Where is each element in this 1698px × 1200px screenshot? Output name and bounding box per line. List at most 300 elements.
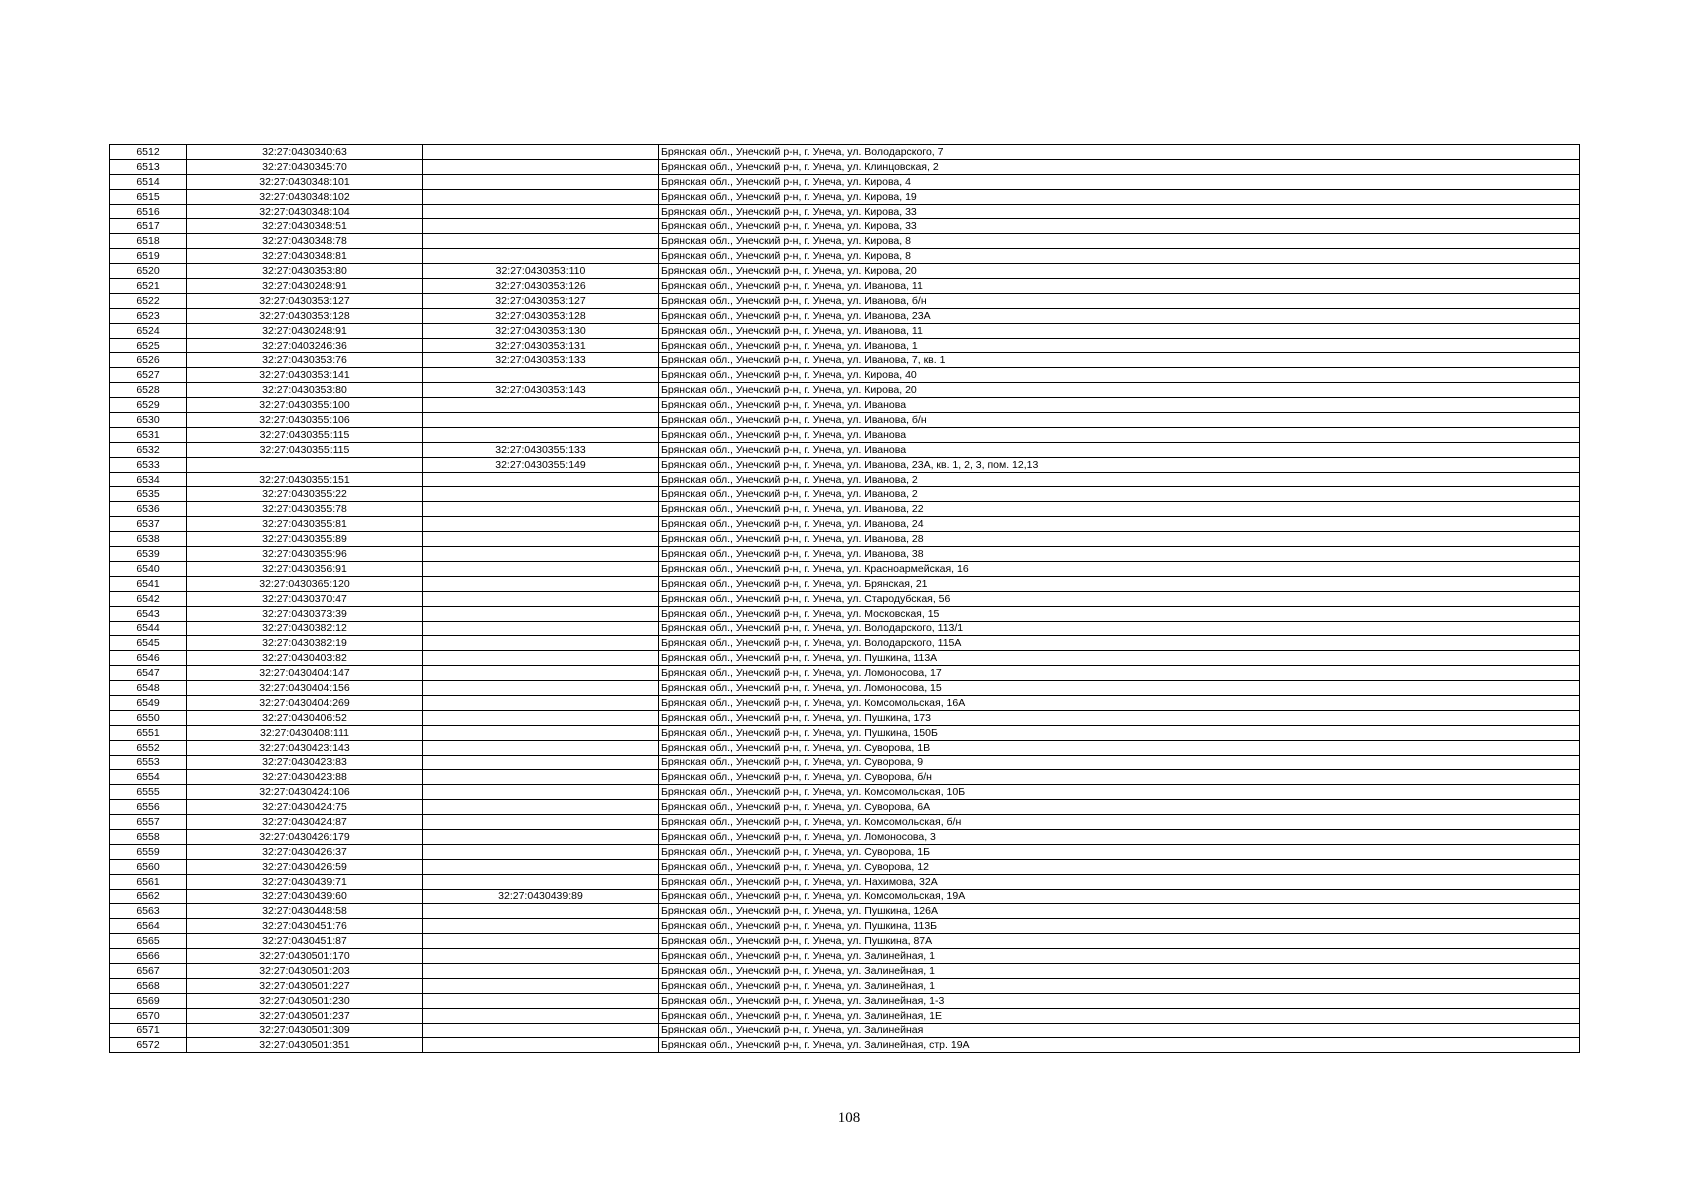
related-cadastral-number-cell: 32:27:0430353:130 bbox=[423, 323, 659, 338]
related-cadastral-number-cell bbox=[423, 963, 659, 978]
table-row bbox=[110, 532, 1580, 547]
cadastral-number-cell: 32:27:0430448:58 bbox=[187, 904, 423, 919]
table-row bbox=[110, 874, 1580, 889]
table-row bbox=[110, 829, 1580, 844]
cadastral-number-cell: 32:27:0430424:106 bbox=[187, 785, 423, 800]
table-row bbox=[110, 517, 1580, 532]
related-cadastral-number-cell bbox=[423, 949, 659, 964]
row-number-cell: 6570 bbox=[110, 1008, 187, 1023]
row-number-cell: 6559 bbox=[110, 844, 187, 859]
related-cadastral-number-cell bbox=[423, 681, 659, 696]
row-number-cell: 6531 bbox=[110, 427, 187, 442]
table-row bbox=[110, 963, 1580, 978]
row-number-cell: 6540 bbox=[110, 561, 187, 576]
related-cadastral-number-cell: 32:27:0430355:149 bbox=[423, 457, 659, 472]
related-cadastral-number-cell bbox=[423, 427, 659, 442]
row-number-cell: 6572 bbox=[110, 1038, 187, 1053]
related-cadastral-number-cell bbox=[423, 234, 659, 249]
registry-table-body bbox=[110, 145, 1580, 1053]
row-number-cell: 6553 bbox=[110, 755, 187, 770]
cadastral-number-cell: 32:27:0430355:78 bbox=[187, 502, 423, 517]
row-number-cell: 6542 bbox=[110, 591, 187, 606]
related-cadastral-number-cell bbox=[423, 1008, 659, 1023]
cadastral-number-cell: 32:27:0430353:80 bbox=[187, 383, 423, 398]
row-number-cell: 6548 bbox=[110, 681, 187, 696]
address-cell: Брянская обл., Унечский р-н, г. Унеча, ул. Суворова, 1В bbox=[659, 740, 1580, 755]
row-number-cell: 6532 bbox=[110, 442, 187, 457]
cadastral-number-cell: 32:27:0430426:59 bbox=[187, 859, 423, 874]
related-cadastral-number-cell: 32:27:0430353:131 bbox=[423, 338, 659, 353]
row-number-cell: 6538 bbox=[110, 532, 187, 547]
row-number-cell: 6535 bbox=[110, 487, 187, 502]
table-row bbox=[110, 1038, 1580, 1053]
row-number-cell: 6546 bbox=[110, 651, 187, 666]
table-row bbox=[110, 547, 1580, 562]
row-number-cell: 6525 bbox=[110, 338, 187, 353]
cadastral-number-cell: 32:27:0430451:76 bbox=[187, 919, 423, 934]
address-cell: Брянская обл., Унечский р-н, г. Унеча, ул. Иванова, 38 bbox=[659, 547, 1580, 562]
address-cell: Брянская обл., Унечский р-н, г. Унеча, ул. Кирова, 33 bbox=[659, 204, 1580, 219]
cadastral-number-cell: 32:27:0430353:80 bbox=[187, 264, 423, 279]
address-cell: Брянская обл., Унечский р-н, г. Унеча, ул. Иванова, 22 bbox=[659, 502, 1580, 517]
related-cadastral-number-cell bbox=[423, 159, 659, 174]
cadastral-number-cell: 32:27:0430426:179 bbox=[187, 829, 423, 844]
cadastral-number-cell: 32:27:0430370:47 bbox=[187, 591, 423, 606]
related-cadastral-number-cell bbox=[423, 204, 659, 219]
row-number-cell: 6552 bbox=[110, 740, 187, 755]
cadastral-number-cell: 32:27:0430345:70 bbox=[187, 159, 423, 174]
address-cell: Брянская обл., Унечский р-н, г. Унеча, ул. Кирова, 20 bbox=[659, 383, 1580, 398]
cadastral-number-cell: 32:27:0430501:230 bbox=[187, 993, 423, 1008]
cadastral-number-cell: 32:27:0430382:19 bbox=[187, 636, 423, 651]
cadastral-number-cell: 32:27:0430404:269 bbox=[187, 695, 423, 710]
related-cadastral-number-cell bbox=[423, 844, 659, 859]
related-cadastral-number-cell bbox=[423, 398, 659, 413]
address-cell: Брянская обл., Унечский р-н, г. Унеча, ул. Иванова, 11 bbox=[659, 323, 1580, 338]
related-cadastral-number-cell bbox=[423, 174, 659, 189]
related-cadastral-number-cell bbox=[423, 606, 659, 621]
address-cell: Брянская обл., Унечский р-н, г. Унеча, ул. Иванова, 7, кв. 1 bbox=[659, 353, 1580, 368]
related-cadastral-number-cell: 32:27:0430355:133 bbox=[423, 442, 659, 457]
row-number-cell: 6550 bbox=[110, 710, 187, 725]
row-number-cell: 6520 bbox=[110, 264, 187, 279]
cadastral-number-cell: 32:27:0430353:128 bbox=[187, 308, 423, 323]
address-cell: Брянская обл., Унечский р-н, г. Унеча, ул. Клинцовская, 2 bbox=[659, 159, 1580, 174]
address-cell: Брянская обл., Унечский р-н, г. Унеча, ул. Иванова, 1 bbox=[659, 338, 1580, 353]
address-cell: Брянская обл., Унечский р-н, г. Унеча, ул. Кирова, 20 bbox=[659, 264, 1580, 279]
address-cell: Брянская обл., Унечский р-н, г. Унеча, ул. Иванова, 23А bbox=[659, 308, 1580, 323]
cadastral-number-cell: 32:27:0430365:120 bbox=[187, 576, 423, 591]
row-number-cell: 6544 bbox=[110, 621, 187, 636]
row-number-cell: 6561 bbox=[110, 874, 187, 889]
address-cell: Брянская обл., Унечский р-н, г. Унеча, ул. Суворова, 1Б bbox=[659, 844, 1580, 859]
table-row bbox=[110, 889, 1580, 904]
table-row bbox=[110, 904, 1580, 919]
cadastral-number-cell: 32:27:0430348:81 bbox=[187, 249, 423, 264]
table-row bbox=[110, 353, 1580, 368]
cadastral-number-cell: 32:27:0430355:100 bbox=[187, 398, 423, 413]
row-number-cell: 6555 bbox=[110, 785, 187, 800]
table-row bbox=[110, 1008, 1580, 1023]
cadastral-number-cell: 32:27:0430353:127 bbox=[187, 293, 423, 308]
address-cell: Брянская обл., Унечский р-н, г. Унеча, ул. Залинейная, 1-3 bbox=[659, 993, 1580, 1008]
address-cell: Брянская обл., Унечский р-н, г. Унеча, ул. Пушкина, 126А bbox=[659, 904, 1580, 919]
address-cell: Брянская обл., Унечский р-н, г. Унеча, ул. Иванова, 2 bbox=[659, 472, 1580, 487]
address-cell: Брянская обл., Унечский р-н, г. Унеча, ул. Иванова, 23А, кв. 1, 2, 3, пом. 12,13 bbox=[659, 457, 1580, 472]
row-number-cell: 6530 bbox=[110, 413, 187, 428]
cadastral-number-cell: 32:27:0430348:78 bbox=[187, 234, 423, 249]
related-cadastral-number-cell bbox=[423, 800, 659, 815]
address-cell: Брянская обл., Унечский р-н, г. Унеча, ул. Ломоносова, 15 bbox=[659, 681, 1580, 696]
related-cadastral-number-cell bbox=[423, 249, 659, 264]
row-number-cell: 6524 bbox=[110, 323, 187, 338]
table-row bbox=[110, 561, 1580, 576]
related-cadastral-number-cell bbox=[423, 591, 659, 606]
table-row bbox=[110, 576, 1580, 591]
cadastral-number-cell: 32:27:0430348:104 bbox=[187, 204, 423, 219]
table-row bbox=[110, 681, 1580, 696]
row-number-cell: 6528 bbox=[110, 383, 187, 398]
table-row bbox=[110, 651, 1580, 666]
cadastral-number-cell: 32:27:0430501:170 bbox=[187, 949, 423, 964]
related-cadastral-number-cell bbox=[423, 874, 659, 889]
table-row bbox=[110, 279, 1580, 294]
table-row bbox=[110, 919, 1580, 934]
address-cell: Брянская обл., Унечский р-н, г. Унеча, ул. Иванова, б/н bbox=[659, 293, 1580, 308]
address-cell: Брянская обл., Унечский р-н, г. Унеча, ул. Залинейная, 1 bbox=[659, 978, 1580, 993]
address-cell: Брянская обл., Унечский р-н, г. Унеча, ул. Пушкина, 113Б bbox=[659, 919, 1580, 934]
table-row bbox=[110, 234, 1580, 249]
cadastral-number-cell: 32:27:0430423:88 bbox=[187, 770, 423, 785]
row-number-cell: 6519 bbox=[110, 249, 187, 264]
address-cell: Брянская обл., Унечский р-н, г. Унеча, ул. Иванова bbox=[659, 398, 1580, 413]
row-number-cell: 6568 bbox=[110, 978, 187, 993]
address-cell: Брянская обл., Унечский р-н, г. Унеча, ул. Иванова, 28 bbox=[659, 532, 1580, 547]
address-cell: Брянская обл., Унечский р-н, г. Унеча, ул. Залинейная, 1 bbox=[659, 963, 1580, 978]
related-cadastral-number-cell bbox=[423, 710, 659, 725]
cadastral-number-cell: 32:27:0430439:60 bbox=[187, 889, 423, 904]
row-number-cell: 6556 bbox=[110, 800, 187, 815]
cadastral-number-cell: 32:27:0430403:82 bbox=[187, 651, 423, 666]
row-number-cell: 6549 bbox=[110, 695, 187, 710]
cadastral-number-cell: 32:27:0430423:83 bbox=[187, 755, 423, 770]
related-cadastral-number-cell bbox=[423, 561, 659, 576]
table-row bbox=[110, 949, 1580, 964]
row-number-cell: 6545 bbox=[110, 636, 187, 651]
related-cadastral-number-cell bbox=[423, 993, 659, 1008]
address-cell: Брянская обл., Унечский р-н, г. Унеча, ул. Иванова, б/н bbox=[659, 413, 1580, 428]
registry-table bbox=[109, 144, 1580, 1053]
cadastral-number-cell: 32:27:0430355:96 bbox=[187, 547, 423, 562]
table-row bbox=[110, 710, 1580, 725]
row-number-cell: 6515 bbox=[110, 189, 187, 204]
table-row bbox=[110, 487, 1580, 502]
related-cadastral-number-cell bbox=[423, 472, 659, 487]
cadastral-number-cell: 32:27:0430348:51 bbox=[187, 219, 423, 234]
cadastral-number-cell: 32:27:0430348:102 bbox=[187, 189, 423, 204]
address-cell: Брянская обл., Унечский р-н, г. Унеча, ул. Пушкина, 113А bbox=[659, 651, 1580, 666]
related-cadastral-number-cell: 32:27:0430353:143 bbox=[423, 383, 659, 398]
row-number-cell: 6517 bbox=[110, 219, 187, 234]
row-number-cell: 6558 bbox=[110, 829, 187, 844]
related-cadastral-number-cell bbox=[423, 934, 659, 949]
cadastral-number-cell: 32:27:0430355:151 bbox=[187, 472, 423, 487]
address-cell: Брянская обл., Унечский р-н, г. Унеча, ул. Ломоносова, 17 bbox=[659, 666, 1580, 681]
table-row bbox=[110, 427, 1580, 442]
address-cell: Брянская обл., Унечский р-н, г. Унеча, ул. Ломоносова, 3 bbox=[659, 829, 1580, 844]
related-cadastral-number-cell bbox=[423, 740, 659, 755]
address-cell: Брянская обл., Унечский р-н, г. Унеча, ул. Кирова, 40 bbox=[659, 368, 1580, 383]
address-cell: Брянская обл., Унечский р-н, г. Унеча, ул. Залинейная, 1 bbox=[659, 949, 1580, 964]
cadastral-number-cell: 32:27:0430355:22 bbox=[187, 487, 423, 502]
table-row bbox=[110, 755, 1580, 770]
row-number-cell: 6541 bbox=[110, 576, 187, 591]
table-row bbox=[110, 993, 1580, 1008]
row-number-cell: 6526 bbox=[110, 353, 187, 368]
cadastral-number-cell: 32:27:0403246:36 bbox=[187, 338, 423, 353]
table-row bbox=[110, 502, 1580, 517]
cadastral-number-cell: 32:27:0430340:63 bbox=[187, 145, 423, 160]
address-cell: Брянская обл., Унечский р-н, г. Унеча, ул. Володарского, 7 bbox=[659, 145, 1580, 160]
table-row bbox=[110, 1023, 1580, 1038]
table-row bbox=[110, 472, 1580, 487]
row-number-cell: 6518 bbox=[110, 234, 187, 249]
row-number-cell: 6533 bbox=[110, 457, 187, 472]
row-number-cell: 6527 bbox=[110, 368, 187, 383]
table-row bbox=[110, 591, 1580, 606]
cadastral-number-cell: 32:27:0430248:91 bbox=[187, 323, 423, 338]
row-number-cell: 6516 bbox=[110, 204, 187, 219]
address-cell: Брянская обл., Унечский р-н, г. Унеча, ул. Иванова, 11 bbox=[659, 279, 1580, 294]
address-cell: Брянская обл., Унечский р-н, г. Унеча, ул. Суворова, 6А bbox=[659, 800, 1580, 815]
related-cadastral-number-cell bbox=[423, 219, 659, 234]
table-row bbox=[110, 338, 1580, 353]
related-cadastral-number-cell bbox=[423, 517, 659, 532]
row-number-cell: 6554 bbox=[110, 770, 187, 785]
row-number-cell: 6513 bbox=[110, 159, 187, 174]
cadastral-number-cell: 32:27:0430451:87 bbox=[187, 934, 423, 949]
address-cell: Брянская обл., Унечский р-н, г. Унеча, ул. Пушкина, 87А bbox=[659, 934, 1580, 949]
table-row bbox=[110, 740, 1580, 755]
table-row bbox=[110, 398, 1580, 413]
table-row bbox=[110, 457, 1580, 472]
table-row bbox=[110, 159, 1580, 174]
related-cadastral-number-cell bbox=[423, 978, 659, 993]
related-cadastral-number-cell bbox=[423, 829, 659, 844]
table-row bbox=[110, 725, 1580, 740]
cadastral-number-cell: 32:27:0430348:101 bbox=[187, 174, 423, 189]
cadastral-number-cell: 32:27:0430426:37 bbox=[187, 844, 423, 859]
row-number-cell: 6564 bbox=[110, 919, 187, 934]
row-number-cell: 6536 bbox=[110, 502, 187, 517]
cadastral-number-cell: 32:27:0430501:227 bbox=[187, 978, 423, 993]
row-number-cell: 6563 bbox=[110, 904, 187, 919]
related-cadastral-number-cell bbox=[423, 189, 659, 204]
table-row bbox=[110, 442, 1580, 457]
related-cadastral-number-cell: 32:27:0430353:127 bbox=[423, 293, 659, 308]
cadastral-number-cell bbox=[187, 457, 423, 472]
related-cadastral-number-cell: 32:27:0430353:110 bbox=[423, 264, 659, 279]
row-number-cell: 6551 bbox=[110, 725, 187, 740]
cadastral-number-cell: 32:27:0430356:91 bbox=[187, 561, 423, 576]
row-number-cell: 6567 bbox=[110, 963, 187, 978]
related-cadastral-number-cell bbox=[423, 487, 659, 502]
address-cell: Брянская обл., Унечский р-н, г. Унеча, ул. Суворова, 12 bbox=[659, 859, 1580, 874]
related-cadastral-number-cell bbox=[423, 815, 659, 830]
address-cell: Брянская обл., Унечский р-н, г. Унеча, ул. Пушкина, 150Б bbox=[659, 725, 1580, 740]
cadastral-number-cell: 32:27:0430406:52 bbox=[187, 710, 423, 725]
cadastral-number-cell: 32:27:0430408:111 bbox=[187, 725, 423, 740]
address-cell: Брянская обл., Унечский р-н, г. Унеча, ул. Суворова, б/н bbox=[659, 770, 1580, 785]
table-row bbox=[110, 636, 1580, 651]
table-row bbox=[110, 204, 1580, 219]
address-cell: Брянская обл., Унечский р-н, г. Унеча, ул. Кирова, 33 bbox=[659, 219, 1580, 234]
row-number-cell: 6557 bbox=[110, 815, 187, 830]
related-cadastral-number-cell bbox=[423, 502, 659, 517]
address-cell: Брянская обл., Унечский р-н, г. Унеча, ул. Брянская, 21 bbox=[659, 576, 1580, 591]
row-number-cell: 6537 bbox=[110, 517, 187, 532]
table-row bbox=[110, 189, 1580, 204]
related-cadastral-number-cell bbox=[423, 904, 659, 919]
table-row bbox=[110, 145, 1580, 160]
cadastral-number-cell: 32:27:0430355:115 bbox=[187, 427, 423, 442]
cadastral-number-cell: 32:27:0430373:39 bbox=[187, 606, 423, 621]
address-cell: Брянская обл., Унечский р-н, г. Унеча, ул. Стародубская, 56 bbox=[659, 591, 1580, 606]
address-cell: Брянская обл., Унечский р-н, г. Унеча, ул. Красноармейская, 16 bbox=[659, 561, 1580, 576]
row-number-cell: 6565 bbox=[110, 934, 187, 949]
cadastral-number-cell: 32:27:0430355:106 bbox=[187, 413, 423, 428]
table-row bbox=[110, 621, 1580, 636]
table-row bbox=[110, 859, 1580, 874]
cadastral-number-cell: 32:27:0430501:351 bbox=[187, 1038, 423, 1053]
address-cell: Брянская обл., Унечский р-н, г. Унеча, ул. Залинейная, стр. 19А bbox=[659, 1038, 1580, 1053]
related-cadastral-number-cell: 32:27:0430353:126 bbox=[423, 279, 659, 294]
table-row bbox=[110, 666, 1580, 681]
related-cadastral-number-cell bbox=[423, 695, 659, 710]
related-cadastral-number-cell bbox=[423, 666, 659, 681]
cadastral-number-cell: 32:27:0430382:12 bbox=[187, 621, 423, 636]
row-number-cell: 6534 bbox=[110, 472, 187, 487]
related-cadastral-number-cell bbox=[423, 859, 659, 874]
row-number-cell: 6560 bbox=[110, 859, 187, 874]
address-cell: Брянская обл., Унечский р-н, г. Унеча, ул. Иванова, 24 bbox=[659, 517, 1580, 532]
related-cadastral-number-cell: 32:27:0430353:128 bbox=[423, 308, 659, 323]
related-cadastral-number-cell bbox=[423, 919, 659, 934]
cadastral-number-cell: 32:27:0430439:71 bbox=[187, 874, 423, 889]
table-row bbox=[110, 308, 1580, 323]
row-number-cell: 6514 bbox=[110, 174, 187, 189]
cadastral-number-cell: 32:27:0430248:91 bbox=[187, 279, 423, 294]
address-cell: Брянская обл., Унечский р-н, г. Унеча, ул. Кирова, 8 bbox=[659, 234, 1580, 249]
table-row bbox=[110, 174, 1580, 189]
table-row bbox=[110, 293, 1580, 308]
cadastral-number-cell: 32:27:0430424:75 bbox=[187, 800, 423, 815]
related-cadastral-number-cell bbox=[423, 413, 659, 428]
table-row bbox=[110, 815, 1580, 830]
row-number-cell: 6571 bbox=[110, 1023, 187, 1038]
related-cadastral-number-cell bbox=[423, 636, 659, 651]
cadastral-number-cell: 32:27:0430355:81 bbox=[187, 517, 423, 532]
table-row bbox=[110, 383, 1580, 398]
address-cell: Брянская обл., Унечский р-н, г. Унеча, ул. Иванова bbox=[659, 442, 1580, 457]
address-cell: Брянская обл., Унечский р-н, г. Унеча, ул. Володарского, 115А bbox=[659, 636, 1580, 651]
address-cell: Брянская обл., Унечский р-н, г. Унеча, ул. Залинейная bbox=[659, 1023, 1580, 1038]
row-number-cell: 6547 bbox=[110, 666, 187, 681]
address-cell: Брянская обл., Унечский р-н, г. Унеча, ул. Суворова, 9 bbox=[659, 755, 1580, 770]
table-row bbox=[110, 249, 1580, 264]
related-cadastral-number-cell bbox=[423, 755, 659, 770]
row-number-cell: 6543 bbox=[110, 606, 187, 621]
row-number-cell: 6529 bbox=[110, 398, 187, 413]
address-cell: Брянская обл., Унечский р-н, г. Унеча, ул. Московская, 15 bbox=[659, 606, 1580, 621]
row-number-cell: 6539 bbox=[110, 547, 187, 562]
related-cadastral-number-cell bbox=[423, 532, 659, 547]
table-row bbox=[110, 844, 1580, 859]
table-row bbox=[110, 219, 1580, 234]
table-row bbox=[110, 978, 1580, 993]
table-row bbox=[110, 800, 1580, 815]
related-cadastral-number-cell bbox=[423, 651, 659, 666]
related-cadastral-number-cell bbox=[423, 547, 659, 562]
row-number-cell: 6569 bbox=[110, 993, 187, 1008]
table-row bbox=[110, 770, 1580, 785]
cadastral-number-cell: 32:27:0430423:143 bbox=[187, 740, 423, 755]
address-cell: Брянская обл., Унечский р-н, г. Унеча, ул. Нахимова, 32А bbox=[659, 874, 1580, 889]
related-cadastral-number-cell bbox=[423, 1038, 659, 1053]
row-number-cell: 6522 bbox=[110, 293, 187, 308]
address-cell: Брянская обл., Унечский р-н, г. Унеча, ул. Комсомольская, 10Б bbox=[659, 785, 1580, 800]
page-number: 108 bbox=[837, 1110, 861, 1126]
cadastral-number-cell: 32:27:0430424:87 bbox=[187, 815, 423, 830]
row-number-cell: 6521 bbox=[110, 279, 187, 294]
address-cell: Брянская обл., Унечский р-н, г. Унеча, ул. Комсомольская, б/н bbox=[659, 815, 1580, 830]
cadastral-number-cell: 32:27:0430501:309 bbox=[187, 1023, 423, 1038]
cadastral-number-cell: 32:27:0430355:115 bbox=[187, 442, 423, 457]
related-cadastral-number-cell bbox=[423, 785, 659, 800]
related-cadastral-number-cell bbox=[423, 770, 659, 785]
row-number-cell: 6523 bbox=[110, 308, 187, 323]
row-number-cell: 6566 bbox=[110, 949, 187, 964]
related-cadastral-number-cell bbox=[423, 145, 659, 160]
address-cell: Брянская обл., Унечский р-н, г. Унеча, ул. Кирова, 8 bbox=[659, 249, 1580, 264]
table-row bbox=[110, 695, 1580, 710]
related-cadastral-number-cell bbox=[423, 725, 659, 740]
address-cell: Брянская обл., Унечский р-н, г. Унеча, ул. Комсомольская, 19А bbox=[659, 889, 1580, 904]
related-cadastral-number-cell: 32:27:0430439:89 bbox=[423, 889, 659, 904]
address-cell: Брянская обл., Унечский р-н, г. Унеча, ул. Кирова, 4 bbox=[659, 174, 1580, 189]
cadastral-number-cell: 32:27:0430355:89 bbox=[187, 532, 423, 547]
address-cell: Брянская обл., Унечский р-н, г. Унеча, ул. Комсомольская, 16А bbox=[659, 695, 1580, 710]
related-cadastral-number-cell bbox=[423, 368, 659, 383]
address-cell: Брянская обл., Унечский р-н, г. Унеча, ул. Володарского, 113/1 bbox=[659, 621, 1580, 636]
cadastral-number-cell: 32:27:0430404:147 bbox=[187, 666, 423, 681]
cadastral-number-cell: 32:27:0430353:141 bbox=[187, 368, 423, 383]
cadastral-number-cell: 32:27:0430404:156 bbox=[187, 681, 423, 696]
address-cell: Брянская обл., Унечский р-н, г. Унеча, ул. Залинейная, 1Е bbox=[659, 1008, 1580, 1023]
related-cadastral-number-cell: 32:27:0430353:133 bbox=[423, 353, 659, 368]
related-cadastral-number-cell bbox=[423, 1023, 659, 1038]
cadastral-number-cell: 32:27:0430353:76 bbox=[187, 353, 423, 368]
address-cell: Брянская обл., Унечский р-н, г. Унеча, ул. Пушкина, 173 bbox=[659, 710, 1580, 725]
table-row bbox=[110, 368, 1580, 383]
row-number-cell: 6562 bbox=[110, 889, 187, 904]
address-cell: Брянская обл., Унечский р-н, г. Унеча, ул. Иванова, 2 bbox=[659, 487, 1580, 502]
table-row bbox=[110, 934, 1580, 949]
related-cadastral-number-cell bbox=[423, 576, 659, 591]
table-row bbox=[110, 606, 1580, 621]
table-row bbox=[110, 323, 1580, 338]
cadastral-number-cell: 32:27:0430501:237 bbox=[187, 1008, 423, 1023]
